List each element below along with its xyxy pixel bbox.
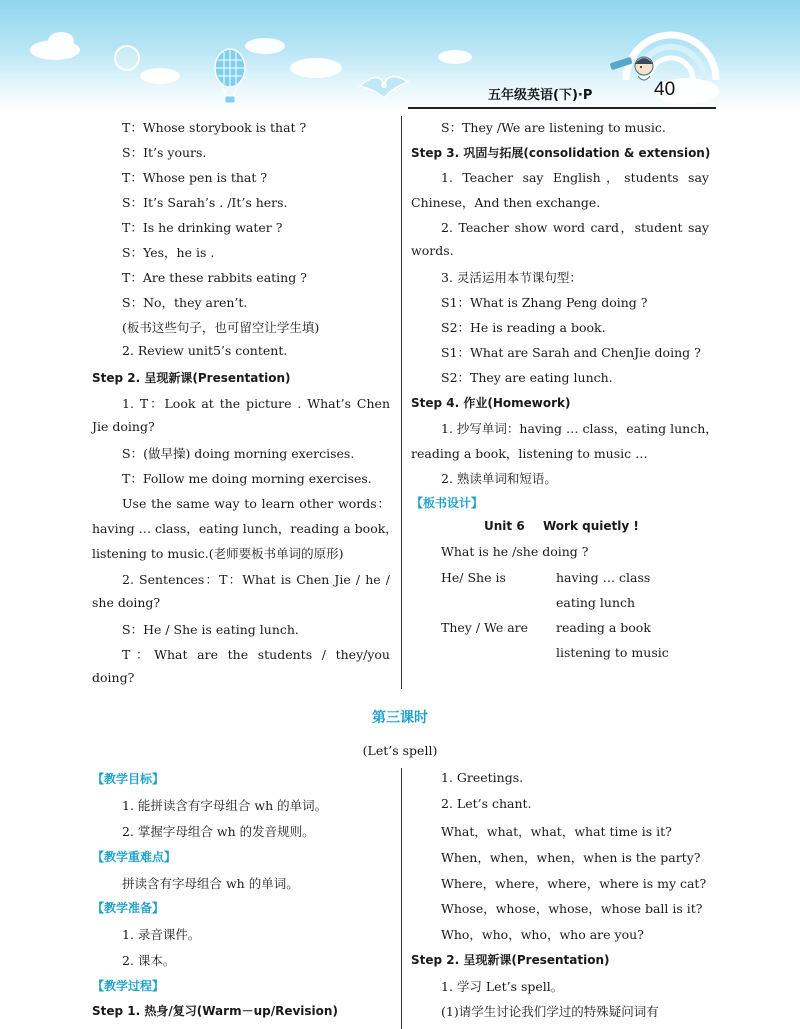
list-item: 1. 录音课件。 <box>122 927 201 942</box>
paragraph-line: 2. 熟读单词和短语。 <box>441 471 557 486</box>
paragraph-line: 2. Sentences：T：What is Chen Jie / he / <box>122 572 390 587</box>
board-item: eating lunch <box>556 595 636 610</box>
dialogue-line: S：No，they aren’t. <box>122 295 248 310</box>
list-item: 2. 掌握字母组合 wh 的发音规则。 <box>122 824 315 839</box>
chant-line: Where，where，where，where is my cat? <box>441 876 707 891</box>
step-heading: Step 3. 巩固与拓展(consolidation & extension) <box>411 146 711 160</box>
paragraph-line: reading a book，listening to music … <box>411 446 648 461</box>
dialogue-line: T：Is he drinking water ? <box>122 220 283 235</box>
paragraph-line: Jie doing? <box>92 419 155 434</box>
board-title-name: Work quietly ! <box>543 519 639 533</box>
paragraph-line: listening to music.(老师要板书单词的原形) <box>92 546 344 561</box>
dialogue-line: T：What are the students / they/you <box>122 647 390 662</box>
step-heading: Step 1. 热身/复习(Warm－up/Revision) <box>92 1004 338 1018</box>
paragraph-line: having … class，eating lunch，reading a book， <box>92 521 398 536</box>
board-subject: He/ She is <box>441 570 506 585</box>
dialogue-line: S1：What are Sarah and ChenJie doing ? <box>441 345 701 360</box>
header-banner <box>0 0 800 112</box>
column-divider <box>401 116 402 689</box>
paragraph-line: 拼读含有字母组合 wh 的单词。 <box>122 876 299 891</box>
board-item: listening to music <box>556 645 669 660</box>
cloud-decoration <box>140 68 180 84</box>
cloud-decoration <box>245 38 285 54</box>
paragraph-line: words. <box>411 243 454 258</box>
paragraph-line: 3. 灵活运用本节课句型： <box>441 270 582 285</box>
sun-icon <box>114 45 140 71</box>
paragraph-line: 1. Teacher say English，students say <box>441 170 709 185</box>
running-head: 五年级英语(下)·P <box>488 88 593 103</box>
board-subject: They / We are <box>441 620 529 635</box>
section-tag: 【教学过程】 <box>92 979 165 993</box>
list-item: 1. Greetings. <box>441 770 524 785</box>
dialogue-line: S：It’s yours. <box>122 145 207 160</box>
dialogue-line: T：Whose storybook is that ? <box>122 120 307 135</box>
lesson-subtitle: (Let’s spell) <box>362 743 438 758</box>
dialogue-line: S：(做早操) doing morning exercises. <box>122 446 355 461</box>
section-tag: 【板书设计】 <box>411 496 484 510</box>
lesson-title: 第三课时 <box>372 710 428 726</box>
dialogue-line: doing? <box>92 670 135 685</box>
board-question: What is he /she doing ? <box>441 544 589 559</box>
dialogue-line: S2：They are eating lunch. <box>441 370 613 385</box>
list-item: 2. Let’s chant. <box>441 796 532 811</box>
chant-line: What，what，what，what time is it? <box>441 824 672 839</box>
section-tag: 【教学准备】 <box>92 901 165 915</box>
dialogue-line: T：Follow me doing morning exercises. <box>122 471 372 486</box>
paragraph-line: (1)请学生讨论我们学过的特殊疑问词有 <box>441 1004 659 1019</box>
dialogue-line: T：Are these rabbits eating ? <box>122 270 307 285</box>
dialogue-line: T：Whose pen is that ? <box>122 170 268 185</box>
bird-kite-icon <box>358 68 410 104</box>
step-heading: Step 4. 作业(Homework) <box>411 396 571 410</box>
list-item: 2. 课本。 <box>122 953 176 968</box>
list-item: 2. Review unit5’s content. <box>122 343 288 358</box>
board-item: having … class <box>556 570 651 585</box>
list-item: 1. 学习 Let’s spell。 <box>441 979 564 994</box>
dialogue-line: S：Yes，he is . <box>122 245 215 260</box>
dialogue-line: S2：He is reading a book. <box>441 320 606 335</box>
cloud-decoration <box>48 32 74 50</box>
step-heading: Step 2. 呈现新课(Presentation) <box>411 953 610 967</box>
paragraph-line: 1. T：Look at the picture . What’s Chen <box>122 396 390 411</box>
board-item: reading a book <box>556 620 651 635</box>
section-tag: 【教学目标】 <box>92 772 165 786</box>
section-tag: 【教学重难点】 <box>92 850 177 864</box>
paragraph-line: Use the same way to learn other words： <box>122 496 390 511</box>
cloud-decoration <box>290 58 342 78</box>
list-item: 1. 能拼读含有字母组合 wh 的单词。 <box>122 798 328 813</box>
note-line: (板书这些句子，也可留空让学生填) <box>122 320 320 335</box>
cloud-decoration <box>438 50 472 64</box>
dialogue-line: S：He / She is eating lunch. <box>122 622 299 637</box>
board-title-unit: Unit 6 <box>484 519 525 533</box>
chant-line: When，when，when，when is the party? <box>441 850 701 865</box>
chant-line: Whose，whose，whose，whose ball is it? <box>441 901 703 916</box>
dialogue-line: S：They /We are listening to music. <box>441 120 666 135</box>
paragraph-line: 2. Teacher show word card，student say <box>441 220 709 235</box>
paragraph-line: Chinese，And then exchange. <box>411 195 601 210</box>
dialogue-line: S：It’s Sarah’s . /It’s hers. <box>122 195 288 210</box>
dialogue-line: S1：What is Zhang Peng doing ? <box>441 295 648 310</box>
step-heading: Step 2. 呈现新课(Presentation) <box>92 371 291 385</box>
header-rule <box>408 107 716 109</box>
hot-air-balloon-icon <box>212 48 248 106</box>
paragraph-line: she doing? <box>92 595 161 610</box>
page-number: 40 <box>654 79 676 100</box>
paragraph-line: 1. 抄写单词：having … class，eating lunch， <box>441 421 718 436</box>
chant-line: Who，who，who，who are you? <box>441 927 644 942</box>
column-divider <box>401 768 402 1029</box>
